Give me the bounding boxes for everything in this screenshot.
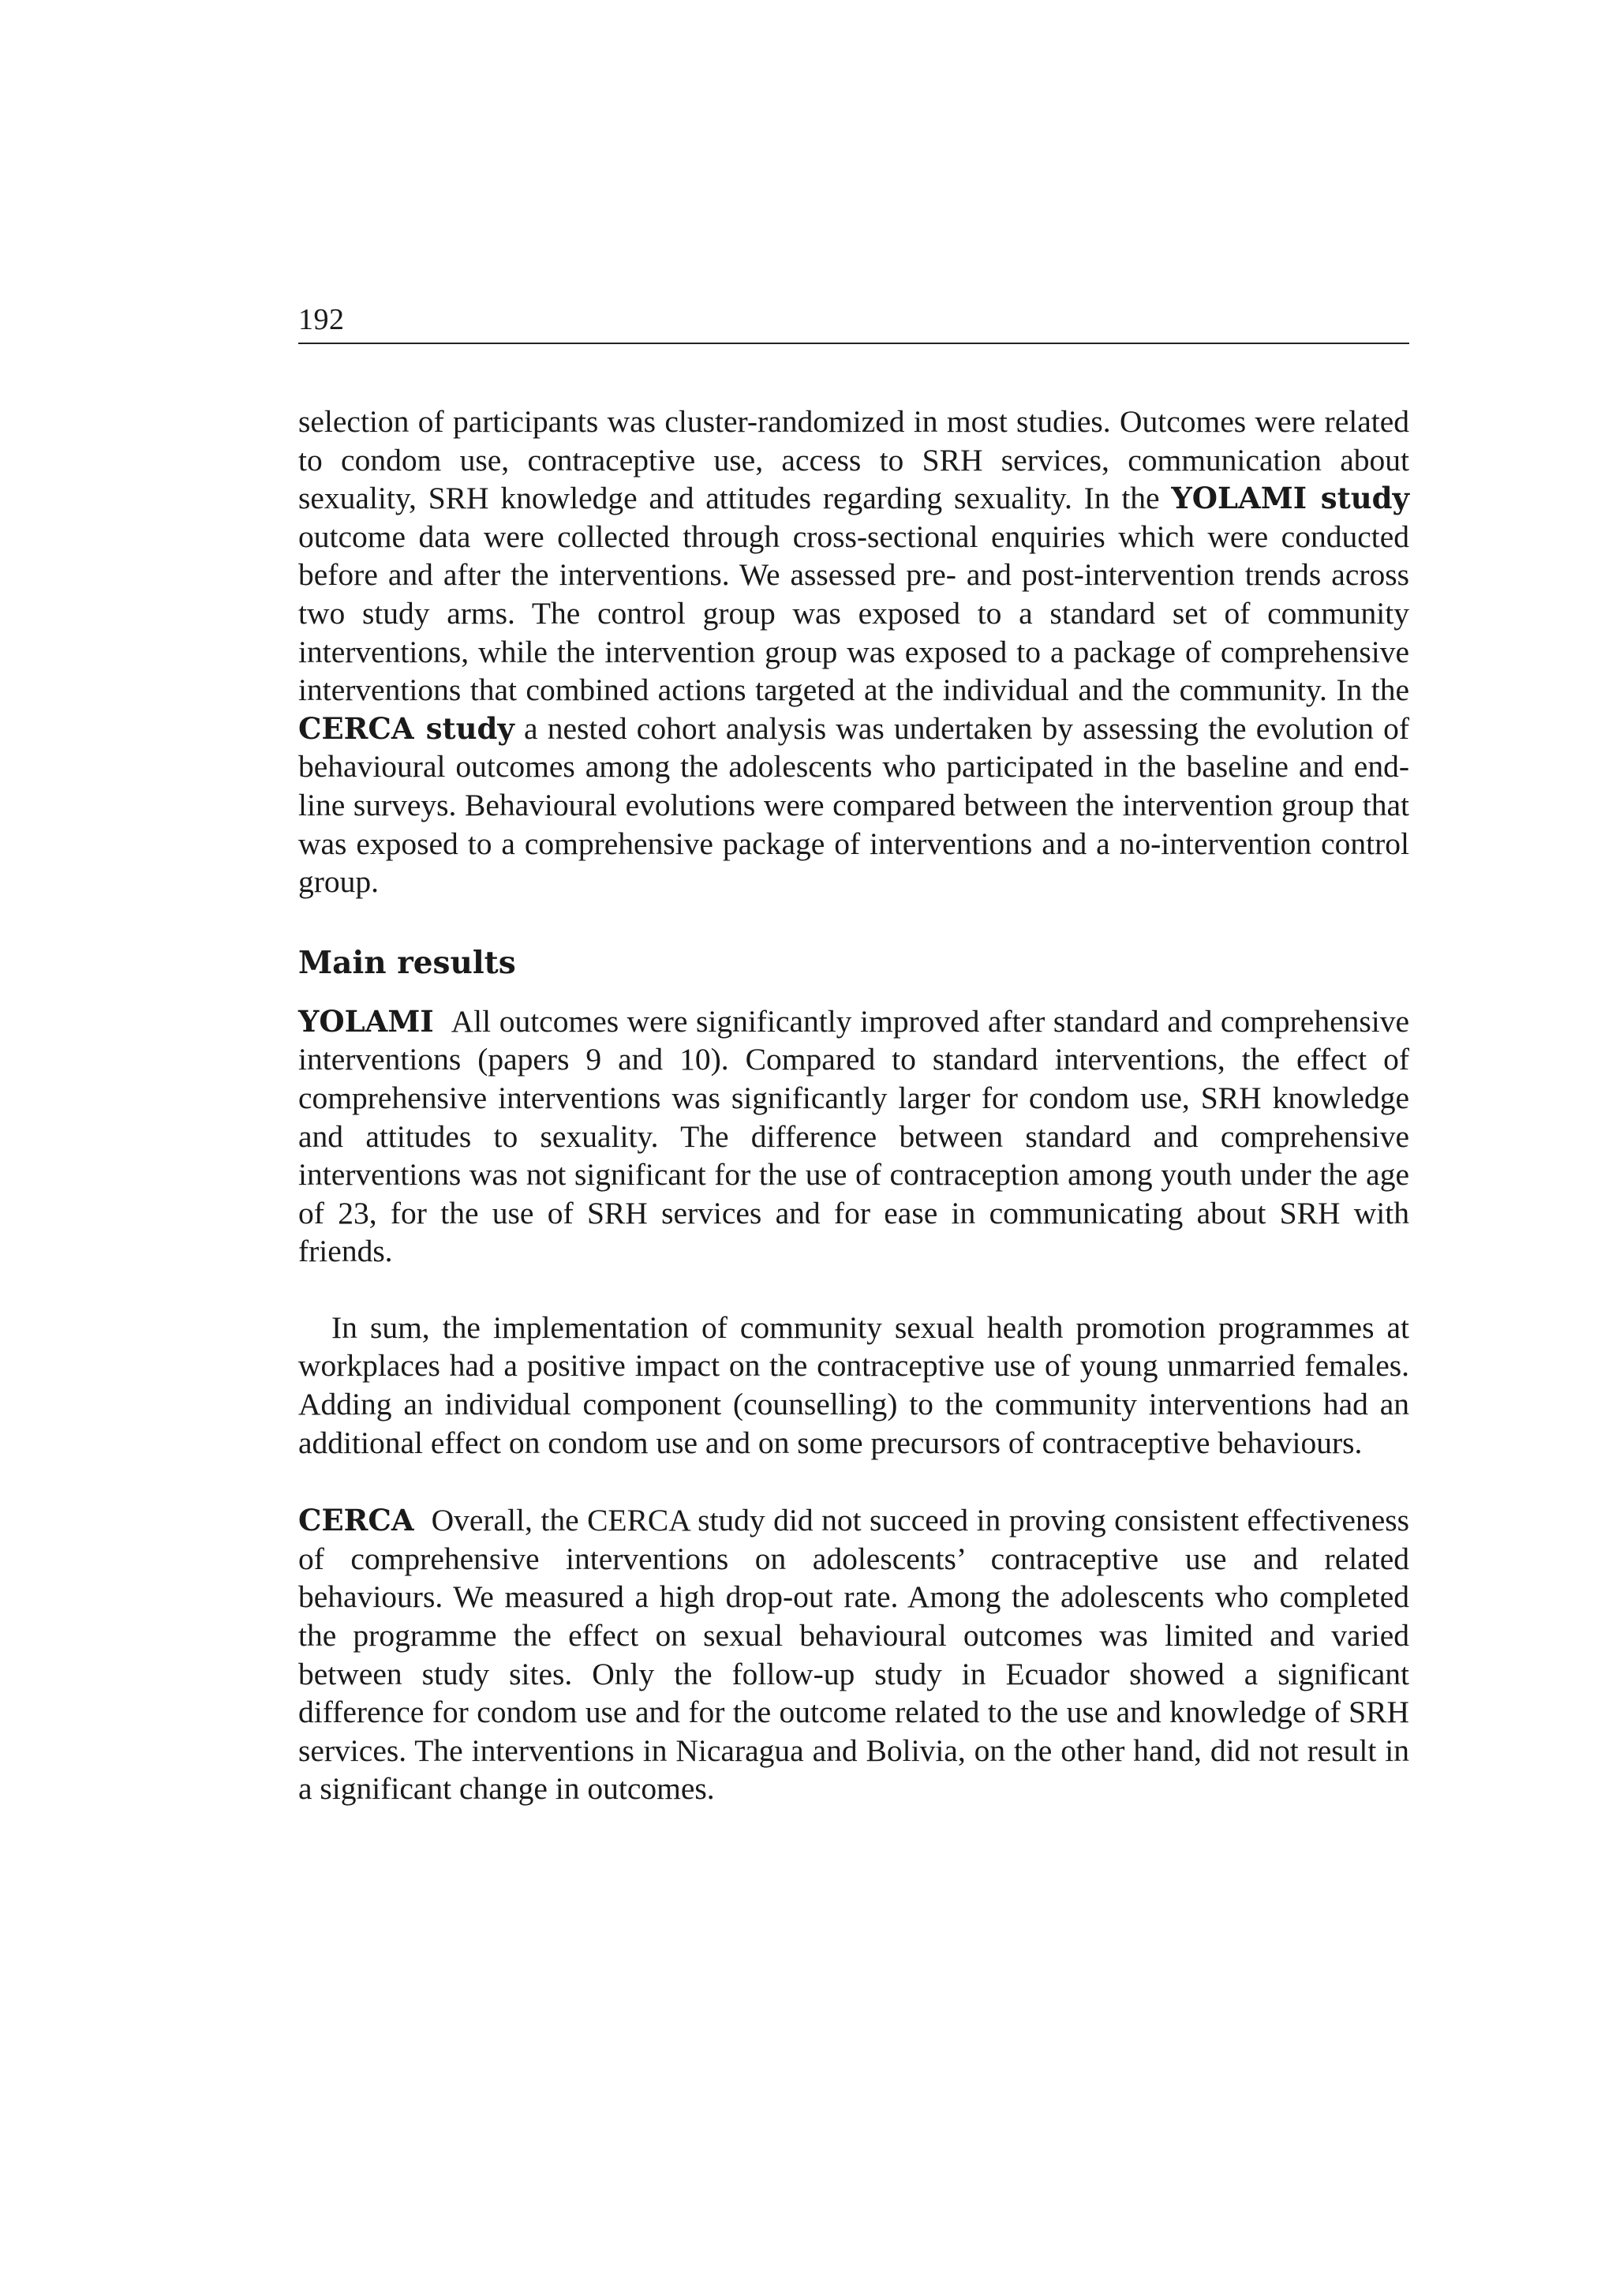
page-header [298, 302, 1409, 344]
page-body [298, 403, 1409, 1808]
cerca-study-term: CERCA study [298, 710, 514, 746]
yolami-results-paragraph [298, 1002, 1409, 1271]
cerca-run-in-label: CERCA [298, 1503, 414, 1538]
intro-paragraph [298, 403, 1409, 901]
cerca-results-paragraph [298, 1501, 1409, 1808]
cerca-results-text: Overall, the CERCA study did not succeed in proving consistent effectiveness of comprehensive interventions on adolescents’ contraceptive use and related behaviours. We measured a high drop-out rate. Among the adolescents who completed the programme the effect on sexual behavioural outcomes was limited and varied between study sites. Only the follow-up study in Ecuador showed a significant difference for condom use and for the outcome related to the use and knowledge of SRH services. The interventions in Nicaragua and Bolivia, on the other hand, did not result in a significant change in outcomes. [298, 1503, 1409, 1807]
intro-text-1: selection of participants was cluster-randomized in most studies. Outcomes were related to condom use, contraceptive use, access to SRH services, communication about sexuality, SRH knowledge and attitudes regarding sexuality. In the [298, 404, 1409, 516]
section-heading-main-results: Main results [298, 944, 516, 981]
yolami-results-text: All outcomes were significantly improved after standard and comprehensive interventions (papers 9 and 10). Compared to standard interventions, the effect of comprehensive interventions was significantly larger for condom use, SRH knowledge and attitudes to sexuality. The difference between standard and comprehensive interventions was not significant for the use of contraception among youth under the age of 23, for the use of SRH services and for ease in communicating about SRH with friends. [298, 1003, 1409, 1269]
intro-text-2: outcome data were collected through cross-sectional enquiries which were conducted before and after the interventions. We assessed pre- and post-intervention trends across two study arms. The control group was exposed to a standard set of community interventions, while the intervention group was exposed to a package of comprehensive interventions that combined actions targeted at the individual and the community. In the [298, 519, 1409, 708]
summary-paragraph: In sum, the implementation of community sexual health promotion programmes at workplaces had a positive impact on the contraceptive use of young unmarried females. Adding an individual component (counselling) to the community interventions had an additional effect on condom use and on some precursors of contraceptive behaviours. [298, 1309, 1409, 1460]
page-number: 192 [298, 303, 345, 336]
intro-text-3: a nested cohort analysis was undertaken by assessing the evolution of behavioural outcomes among the adolescents who participated in the baseline and end-line surveys. Behavioural evolutions were compared between the intervention group that was exposed to a comprehensive package of interventions and a no-intervention control group. [298, 710, 1409, 900]
yolami-study-term: YOLAMI study [1171, 481, 1409, 516]
yolami-run-in-label: YOLAMI [298, 1003, 434, 1039]
